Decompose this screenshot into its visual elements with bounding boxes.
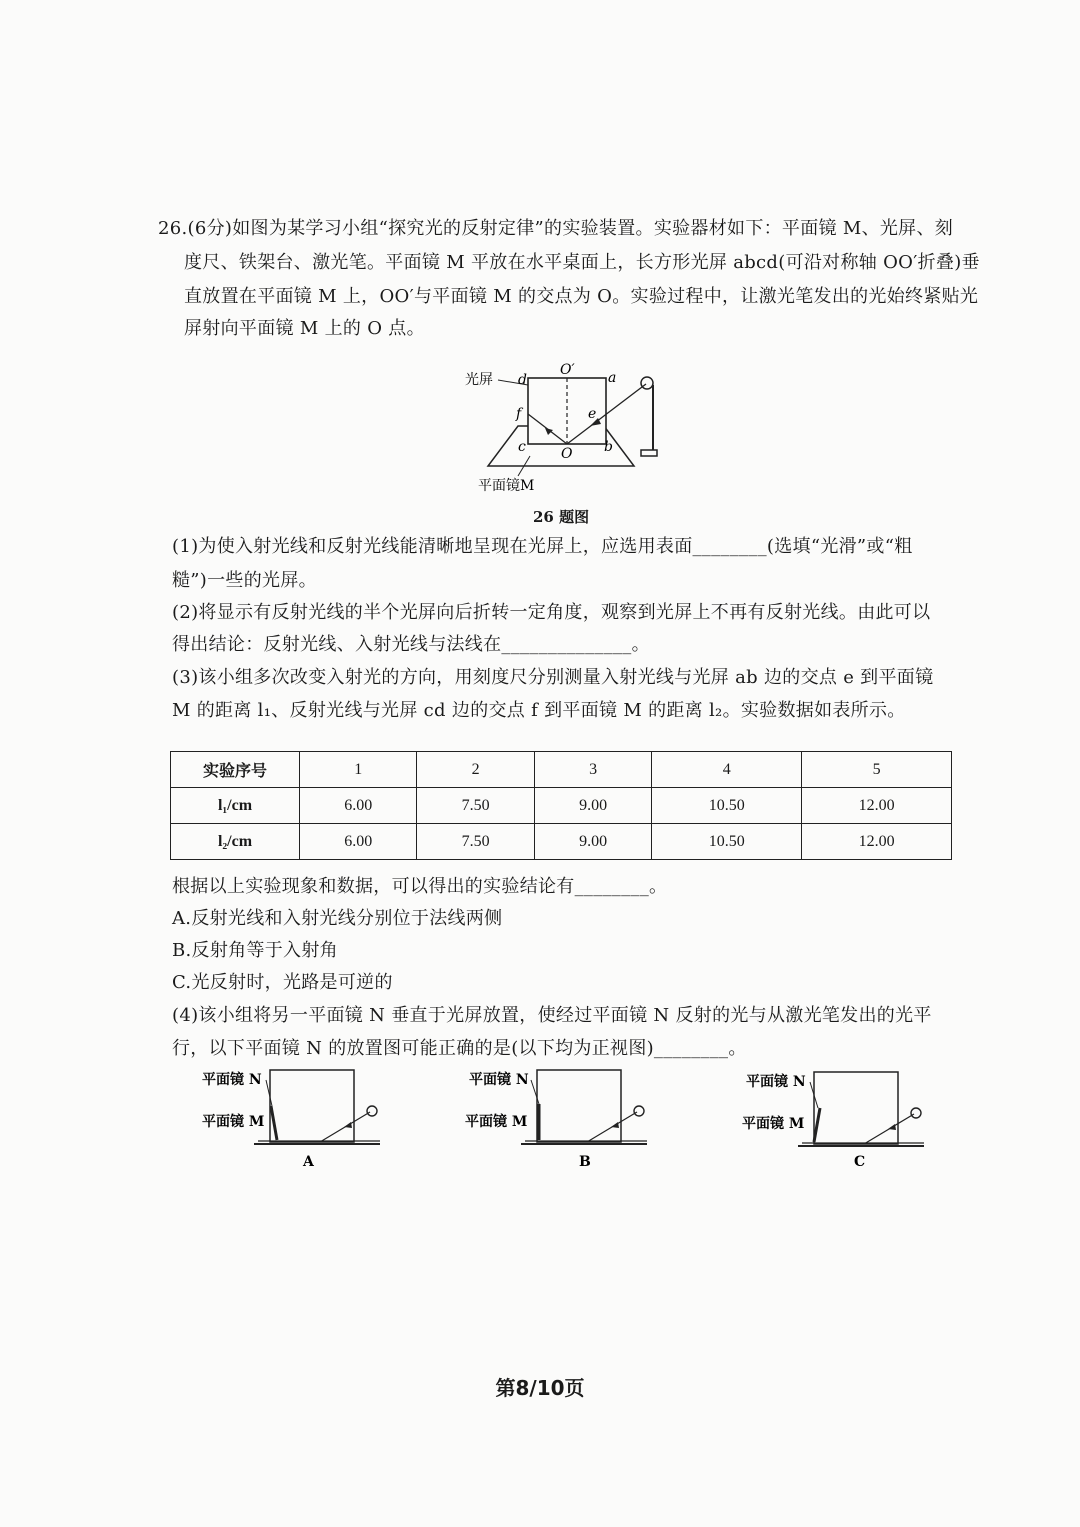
ray-arrow xyxy=(888,1124,896,1130)
part3-line-2: M 的距离 l₁、反射光线与光屏 cd 边的交点 f 到平面镜 M 的距离 l₂。实验数据如表所示。 xyxy=(172,700,906,721)
mirror-n xyxy=(814,1108,820,1142)
laser-pen xyxy=(911,1108,921,1118)
choice-a: A.反射光线和入射光线分别位于法线两侧 xyxy=(172,908,503,929)
part4-line-2: 行，以下平面镜 N 的放置图可能正确的是(以下均为正视图)________。 xyxy=(172,1038,747,1059)
option-letter: A xyxy=(303,1154,314,1170)
table-cell: 10.50 xyxy=(652,788,802,824)
figure-caption: 26 题图 xyxy=(533,508,590,526)
label-n: 平面镜 N xyxy=(746,1074,806,1090)
part4-line-1: (4)该小组将另一平面镜 N 垂直于光屏放置，使经过平面镜 N 反射的光与从激光笔发出的光平 xyxy=(172,1005,932,1026)
label-n: 平面镜 N xyxy=(202,1072,262,1088)
label-e: e xyxy=(588,406,597,422)
question-line-1: 26.(6分)如图为某学习小组“探究光的反射定律”的实验装置。实验器材如下：平面镜 M、光屏、刻 xyxy=(158,218,954,239)
option-a-figure xyxy=(198,1066,398,1171)
page-number: 第8/10页 xyxy=(495,1376,585,1400)
stand-base xyxy=(641,450,657,456)
table-cell: 6.00 xyxy=(300,788,417,824)
label-m: 平面镜 M xyxy=(465,1114,528,1130)
conclusion-line: 根据以上实验现象和数据，可以得出的实验结论有________。 xyxy=(172,876,668,897)
label-Oprime: O′ xyxy=(560,362,575,378)
option-c-figure xyxy=(742,1068,942,1173)
question-line-4: 屏射向平面镜 M 上的 O 点。 xyxy=(184,318,425,339)
table-cell: 7.50 xyxy=(417,788,534,824)
label-screen: 光屏 xyxy=(465,372,493,388)
table-cell: 9.00 xyxy=(534,788,651,824)
label-m: 平面镜 M xyxy=(742,1116,805,1132)
part1-line-2: 糙”)一些的光屏。 xyxy=(172,570,317,591)
part3-line-1: (3)该小组多次改变入射光的方向，用刻度尺分别测量入射光线与光屏 ab 边的交点 e 到平面镜 xyxy=(172,667,934,688)
mirror-n xyxy=(271,1106,277,1140)
label-O: O xyxy=(561,446,573,462)
label-mirror: 平面镜M xyxy=(478,478,535,494)
option-letter: B xyxy=(579,1154,591,1170)
choice-b: B.反射角等于入射角 xyxy=(172,940,338,961)
table-cell: 1 xyxy=(300,752,417,788)
table-cell: 10.50 xyxy=(652,824,802,860)
question-line-3: 直放置在平面镜 M 上，OO′与平面镜 M 的交点为 O。实验过程中，让激光笔发出的光始终紧贴光 xyxy=(184,286,979,307)
table-header-row xyxy=(171,752,952,788)
label-a: a xyxy=(608,370,617,386)
data-table xyxy=(170,751,952,860)
table-cell: 7.50 xyxy=(417,824,534,860)
screen-rect xyxy=(537,1070,621,1142)
option-letter: C xyxy=(854,1154,866,1170)
table-cell: l₁/cm xyxy=(171,788,300,824)
table-cell: 5 xyxy=(802,752,952,788)
screen-rect xyxy=(270,1070,354,1142)
leader-n xyxy=(266,1080,272,1106)
table-cell: 9.00 xyxy=(534,824,651,860)
table-cell: 4 xyxy=(652,752,802,788)
leader-n xyxy=(531,1080,539,1104)
ray-arrow xyxy=(611,1122,619,1128)
label-b: b xyxy=(604,439,613,455)
option-b-figure xyxy=(465,1066,665,1171)
part1-line-1: (1)为使入射光线和反射光线能清晰地呈现在光屏上，应选用表面________(选填“光滑”或“粗 xyxy=(172,536,913,557)
label-c: c xyxy=(518,439,526,455)
label-f: f xyxy=(516,406,522,422)
laser-pen xyxy=(367,1106,377,1116)
screen-rect xyxy=(814,1072,898,1144)
choice-c: C.光反射时，光路是可逆的 xyxy=(172,972,393,993)
question-line-2: 度尺、铁架台、激光笔。平面镜 M 平放在水平桌面上，长方形光屏 abcd(可沿对称轴 OO′折叠)垂 xyxy=(184,252,980,273)
table-cell: l₂/cm xyxy=(171,824,300,860)
laser-pen xyxy=(634,1106,644,1116)
laser-pen xyxy=(641,377,653,389)
label-d: d xyxy=(518,372,527,388)
part2-line-2: 得出结论：反射光线、入射光线与法线在______________。 xyxy=(172,634,650,655)
ray-arrow xyxy=(344,1122,352,1128)
label-n: 平面镜 N xyxy=(469,1072,529,1088)
table-cell: 实验序号 xyxy=(171,752,300,788)
table-cell: 2 xyxy=(417,752,534,788)
table-cell: 6.00 xyxy=(300,824,417,860)
table-cell: 12.00 xyxy=(802,788,952,824)
table-cell: 12.00 xyxy=(802,824,952,860)
figure-26-apparatus xyxy=(440,358,680,503)
part2-line-1: (2)将显示有反射光线的半个光屏向后折转一定角度，观察到光屏上不再有反射光线。由此可以 xyxy=(172,602,931,623)
table-row xyxy=(171,824,952,860)
table-cell: 3 xyxy=(534,752,651,788)
label-m: 平面镜 M xyxy=(202,1114,265,1130)
table-row xyxy=(171,788,952,824)
